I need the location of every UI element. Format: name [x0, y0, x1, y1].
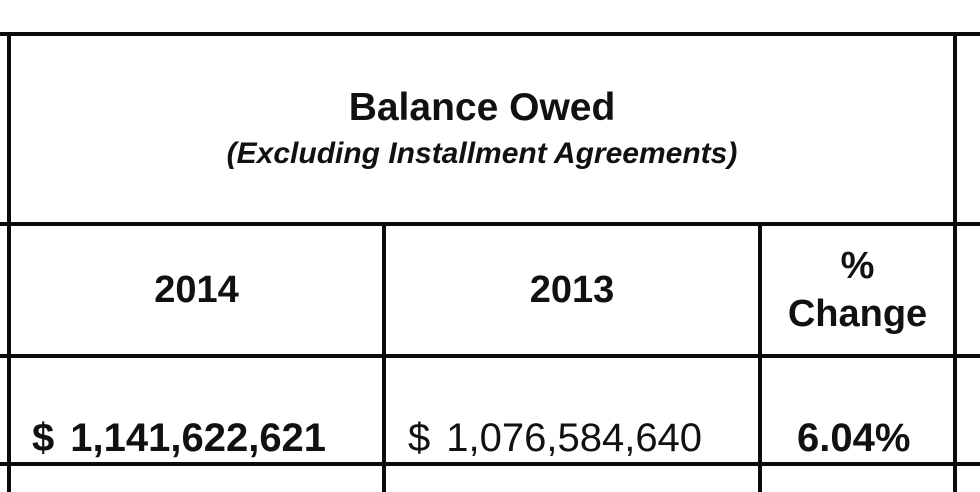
change-word: Change	[787, 293, 928, 335]
value-2014: 1,141,622,621	[70, 416, 327, 460]
percent-symbol: %	[840, 245, 875, 287]
value-2013: 1,076,584,640	[446, 416, 703, 460]
row-bottom-border	[0, 462, 980, 466]
column-header-2013: 2013	[529, 269, 615, 311]
title-cell	[11, 36, 953, 222]
table-right-border	[953, 32, 957, 492]
header-cell-percent-change	[762, 226, 953, 354]
header-cell-2013	[386, 226, 758, 354]
table-title: Balance Owed	[348, 86, 616, 129]
amount-2014	[32, 416, 326, 460]
percent-change-value: 6.04%	[797, 416, 911, 460]
currency-symbol-2014: $	[32, 416, 55, 460]
header-cell-2014	[11, 226, 382, 354]
amount-2013	[408, 416, 702, 460]
table-subtitle: (Excluding Installment Agreements)	[226, 137, 738, 170]
column-header-2014: 2014	[154, 269, 239, 311]
currency-symbol-2013: $	[408, 416, 431, 460]
header-bottom-border	[0, 354, 980, 358]
